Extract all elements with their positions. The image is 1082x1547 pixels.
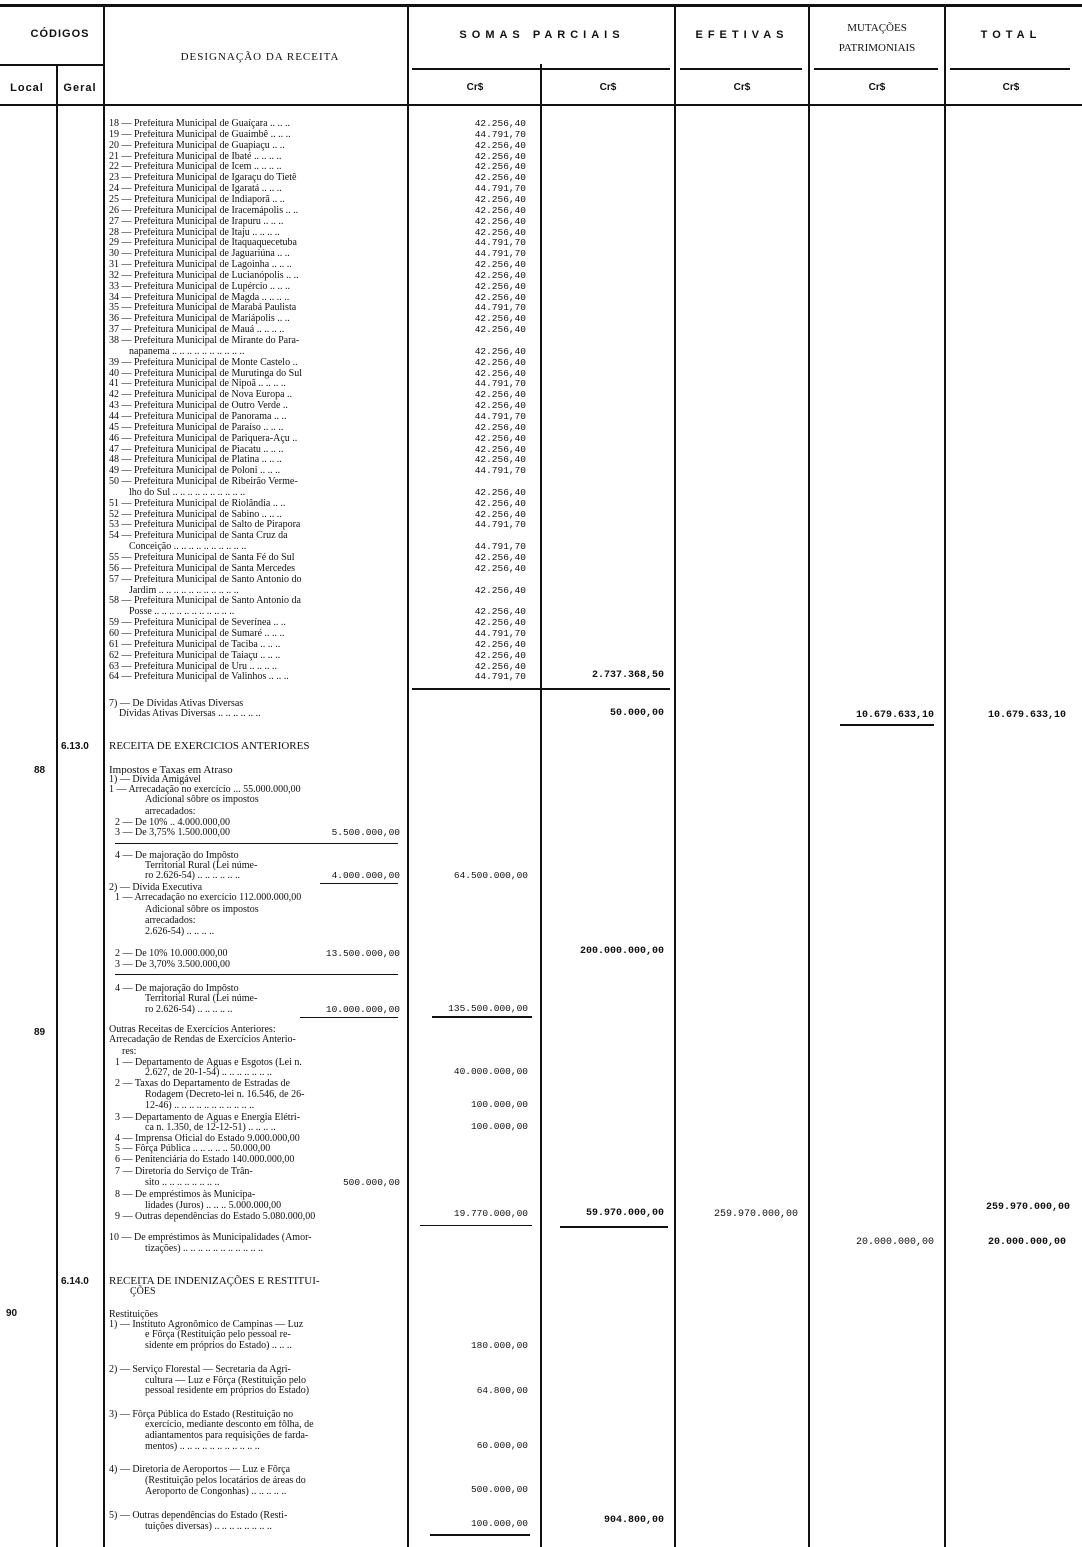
outras-rule-parcial <box>560 1226 668 1228</box>
sec613-local: 88 <box>34 765 46 776</box>
outras-i10b: tizações) .. .. .. .. .. .. .. .. .. .. .. <box>145 1244 264 1254</box>
currency-somas-2: Cr$ <box>599 82 617 93</box>
prefeitura-row-label: 36 — Prefeitura Municipal de Mariápolis .. .. <box>109 314 290 325</box>
sec614-rest: Restituições <box>109 1310 158 1320</box>
prefeitura-row-value: 42.256,40 <box>474 161 526 173</box>
prefeitura-row-label: 20 — Prefeitura Municipal de Guapiaçu .. .. <box>109 140 285 151</box>
outras-l3: res: <box>122 1047 137 1057</box>
sec613-exec1: 1 — Arrecadação no exercício 112.000.000,00 <box>115 893 302 903</box>
prefeitura-row-value: 42.256,40 <box>474 226 526 238</box>
prefeitura-row-value: 44.791,70 <box>474 248 526 260</box>
prefeitura-row-label: 63 — Prefeitura Municipal de Uru .. .. .. .. <box>109 661 278 672</box>
prefeitura-row-value: 42.256,40 <box>474 454 526 466</box>
prefeitura-row-label: 40 — Prefeitura Municipal de Murutinga do Sul <box>109 368 303 379</box>
sec614-r1b: e Fôrça (Restituição pelo pessoal re- <box>145 1330 291 1340</box>
header-mutacoes: MUTAÇÕES PATRIMONIAIS <box>838 22 916 54</box>
header-total: TOTAL <box>980 29 1042 41</box>
header-geral: Geral <box>63 82 97 94</box>
prefeitura-row-label: 48 — Prefeitura Municipal de Platina .. .. .. <box>109 455 282 466</box>
prefeitura-row-value: 42.256,40 <box>474 432 526 444</box>
dividas-valor: 50.000,00 <box>609 708 664 719</box>
prefeitura-row-value: 42.256,40 <box>474 443 526 455</box>
prefeitura-row-value: 44.791,70 <box>474 302 526 314</box>
sec614-r4v: 500.000,00 <box>470 1484 528 1495</box>
sec614-r4a: 4) — Diretoria de Aeroportos — Luz e Fôrça <box>109 1465 291 1475</box>
sec613-exadic3: 2.626-54) .. .. .. .. <box>145 927 215 937</box>
prefeitura-row-label: 37 — Prefeitura Municipal de Mauá .. .. .. .. <box>109 325 285 336</box>
prefeitura-row-label: 57 — Prefeitura Municipal de Santo Antonio do <box>109 574 302 585</box>
prefeitura-row-label: 26 — Prefeitura Municipal de Iracemápolis .. .. <box>109 205 299 216</box>
prefeitura-row-label: 22 — Prefeitura Municipal de Icem .. .. .. .. <box>109 162 282 173</box>
outras-i10a: 10 — De empréstimos às Municipalidades (Amor- <box>109 1233 312 1243</box>
outras-i2v: 100.000,00 <box>470 1099 528 1110</box>
sec613-emaj3v: 10.000.000,00 <box>325 1004 400 1015</box>
outras-i6: 6 — Penitenciária do Estado 140.000.000,00 <box>115 1155 295 1165</box>
sec614-r1a: 1) — Instituto Agronômico de Campinas — Luz <box>109 1320 304 1330</box>
sec614-r5v: 100.000,00 <box>470 1518 528 1529</box>
prefeitura-row-label: 46 — Prefeitura Municipal de Pariquera-Açu .. <box>109 433 298 444</box>
outras-somas: 19.770.000,00 <box>453 1208 528 1219</box>
outras-i7a: 7 — Diretoria do Serviço de Trân- <box>115 1167 253 1177</box>
sec613-exadic1: Adicional sôbre os impostos <box>145 905 259 915</box>
prefeitura-row-label: 45 — Prefeitura Municipal de Paraíso .. .. .. <box>109 422 284 433</box>
sec613-amig-total: 64.500.000,00 <box>453 870 528 881</box>
header-designacao: DESIGNAÇÃO DA RECEITA <box>180 51 340 63</box>
sec614-r5a: 5) — Outras dependências do Estado (Resti- <box>109 1511 288 1521</box>
col-divider-somas <box>407 6 409 1547</box>
dividas-mutacoes-rule <box>840 724 934 726</box>
dividas-line-1: 7) — De Dívidas Ativas Diversas <box>109 699 244 709</box>
prefeitura-row-label: 27 — Prefeitura Municipal de Irapuru .. .. .. <box>109 216 284 227</box>
sec613-secTotal: 200.000.000,00 <box>579 946 664 957</box>
col-divider-codigos <box>56 64 58 1547</box>
sec614-r3v: 60.000,00 <box>476 1440 528 1451</box>
prefeitura-row-value: 42.256,40 <box>474 280 526 292</box>
sec613-maj3v: 4.000.000,00 <box>331 870 400 881</box>
header-rule-mutacoes <box>814 68 938 70</box>
sec613-exadic2: arrecadados: <box>145 916 196 926</box>
outras-i2a: 2 — Taxas do Departamento de Estradas de <box>115 1079 290 1089</box>
sec614-r2c: pessoal residente em próprios do Estado) <box>145 1386 310 1396</box>
prefeitura-row-value: 42.256,40 <box>474 356 526 368</box>
sec613-amig2: 2 — De 10% .. 4.000.000,00 <box>115 818 230 828</box>
outras-i10mut: 20.000.000,00 <box>855 1237 934 1248</box>
header-local: Local <box>10 82 44 94</box>
outras-l2: Arrecadação de Rendas de Exercícios Anterio- <box>109 1035 296 1045</box>
sec613-maj3: ro 2.626-54) .. .. .. .. .. .. <box>145 871 240 881</box>
sec613-amig1: 1 — Arrecadação no exercício ... 55.000.000,00 <box>109 785 301 795</box>
prefeitura-row-value: 44.791,70 <box>474 519 526 531</box>
prefeitura-row-label: 50 — Prefeitura Municipal de Ribeirão Verme- <box>109 477 298 488</box>
prefeitura-row-value: 42.256,40 <box>474 660 526 672</box>
outras-i3b: ca n. 1.350, de 12-12-51) .. .. .. .. <box>145 1123 276 1133</box>
prefeitura-row-label: 24 — Prefeitura Municipal de Igaratá .. .. .. <box>109 184 282 195</box>
outras-i7v: 500.000,00 <box>342 1177 400 1188</box>
sec613-maj2: Territorial Rural (Lei núme- <box>145 861 258 871</box>
prefeitura-row-value: 42.256,40 <box>474 367 526 379</box>
prefeitura-row-value: 42.256,40 <box>474 259 526 271</box>
sec613-impostos: Impostos e Taxas em Atraso <box>109 765 233 775</box>
prefeitura-row-value: 42.256,40 <box>474 562 526 574</box>
sec613-title: RECEITA DE EXERCICIOS ANTERIORES <box>109 740 310 752</box>
prefeitura-row-value: 42.256,40 <box>474 139 526 151</box>
sec613-emaj1: 4 — De majoração do Impôsto <box>115 984 239 994</box>
prefeitura-row-label: 30 — Prefeitura Municipal de Jaguariúna .. .. <box>109 249 290 260</box>
prefeitura-row-value: 42.256,40 <box>474 421 526 433</box>
sec614-rule <box>430 1534 530 1536</box>
outras-i1a: 1 — Departamento de Águas e Esgotos (Lei n. <box>115 1058 302 1068</box>
currency-efetivas: Cr$ <box>733 82 751 93</box>
header-rule-somas <box>412 68 670 70</box>
sec614-r1v: 180.000,00 <box>470 1340 528 1351</box>
prefeitura-row-value: 42.256,40 <box>474 638 526 650</box>
dividas-line-2: Dívidas Ativas Diversas .. .. .. .. .. .. <box>109 709 261 719</box>
prefeitura-row-value: 42.256,40 <box>474 269 526 281</box>
prefeitura-row-value: 42.256,40 <box>474 552 526 563</box>
prefeitura-row-value: 42.256,40 <box>474 497 526 509</box>
prefeitura-row-label: 25 — Prefeitura Municipal de Indiaporã .. .. <box>109 194 285 205</box>
prefeitura-row-value: 42.256,40 <box>474 313 526 325</box>
prefeitura-row-value: 42.256,40 <box>474 617 526 629</box>
prefeitura-row-value: 44.791,70 <box>474 541 526 553</box>
prefeitura-row-label: lho do Sul .. .. .. .. .. .. .. .. .. .. <box>109 487 246 498</box>
sec614-r3b: exercício, mediante desconto em fôlha, de <box>145 1420 314 1430</box>
prefeitura-row-value: 42.256,40 <box>474 215 526 227</box>
prefeitura-row-label: 54 — Prefeitura Municipal de Santa Cruz da <box>109 531 288 542</box>
outras-i7b: sito .. .. .. .. .. .. .. .. <box>145 1178 220 1188</box>
outras-rule-somas <box>420 1225 532 1226</box>
prefeituras-total: 2.737.368,50 <box>591 670 664 681</box>
outras-i5: 5 — Fôrça Pública .. .. .. .. .. 50.000,00 <box>115 1144 271 1154</box>
prefeitura-row-label: 38 — Prefeitura Municipal de Mirante do Para- <box>109 336 300 346</box>
sec613-exec3: 3 — De 3,70% 3.500.000,00 <box>115 960 230 970</box>
sec613-exec-rule <box>115 974 398 975</box>
prefeitura-row-label: 35 — Prefeitura Municipal de Marabá Paulista <box>109 303 297 314</box>
outras-i8a: 8 — De empréstimos às Municipa- <box>115 1190 256 1200</box>
currency-mutacoes: Cr$ <box>868 82 886 93</box>
prefeitura-row-label: 49 — Prefeitura Municipal de Poloni .. .. .. <box>109 466 281 477</box>
prefeitura-row-value: 42.256,40 <box>474 400 526 412</box>
sec614-r4b: (Restituição pelos locatários de áreas do <box>145 1476 306 1486</box>
sec613-exec2: 2 — De 10% 10.000.000,00 <box>115 949 228 959</box>
prefeitura-row-value: 44.791,70 <box>474 237 526 249</box>
prefeitura-row-value: 42.256,40 <box>474 606 526 618</box>
prefeitura-row-label: 41 — Prefeitura Municipal de Nipoã .. .. .. .. <box>109 379 286 390</box>
prefeitura-row-label: 53 — Prefeitura Municipal de Salto de Pirapora <box>109 520 301 531</box>
prefeitura-row-label: 64 — Prefeitura Municipal de Valinhos .. .. .. <box>109 672 289 683</box>
top-rule <box>0 4 1082 7</box>
outras-local: 89 <box>34 1027 46 1038</box>
prefeitura-row-label: 31 — Prefeitura Municipal de Lagoinha .. .. .. <box>109 260 292 271</box>
prefeitura-row-label: 52 — Prefeitura Municipal de Sabino .. .. .. <box>109 509 282 520</box>
prefeitura-row-label: napanema .. .. .. .. .. .. .. .. .. .. <box>109 346 245 357</box>
col-divider-mutacoes <box>808 6 810 1547</box>
sec614-r1c: sidente em próprios do Estado) .. .. .. <box>145 1341 292 1351</box>
sec613-emaj3: ro 2.626-54) .. .. .. .. .. <box>145 1005 233 1015</box>
prefeitura-row-label: 29 — Prefeitura Municipal de Itaquaquecetuba <box>109 238 297 249</box>
prefeitura-row-value: 44.791,70 <box>474 128 526 140</box>
prefeitura-row-label: 62 — Prefeitura Municipal de Taiaçu .. .. .. <box>109 650 281 661</box>
prefeitura-row-label: 21 — Prefeitura Municipal de Ibaté .. .. .. .. <box>109 151 282 162</box>
prefeitura-row-label: 34 — Prefeitura Municipal de Magda .. .. .. .. <box>109 292 290 303</box>
outras-i1v: 40.000.000,00 <box>453 1066 528 1077</box>
sec614-r2v: 64.800,00 <box>476 1385 528 1396</box>
sec613-total-rule <box>432 1016 532 1018</box>
prefeitura-row-value: 42.256,40 <box>474 150 526 162</box>
prefeitura-row-label: 33 — Prefeitura Municipal de Lupércio .. .. .. <box>109 281 291 292</box>
outras-i9: 9 — Outras dependências do Estado 5.080.000,00 <box>115 1212 316 1222</box>
outras-i2b: Rodagem (Decreto-lei n. 16.546, de 26- <box>145 1090 305 1100</box>
prefeitura-row-label: 18 — Prefeitura Municipal de Guaíçara .. .. .. <box>109 119 291 129</box>
prefeitura-row-label: 43 — Prefeitura Municipal de Outro Verde .. <box>109 401 288 412</box>
prefeitura-row-label: 39 — Prefeitura Municipal de Monte Castelo .. <box>109 357 298 368</box>
outras-i2c: 12-46) .. .. .. .. .. .. .. .. .. .. .. <box>145 1101 255 1111</box>
prefeitura-row-value: 44.791,70 <box>474 378 526 390</box>
header-rule-1 <box>0 64 103 66</box>
prefeitura-row-label: Jardim .. .. .. .. .. .. .. .. .. .. .. <box>109 585 239 596</box>
prefeitura-row-label: 51 — Prefeitura Municipal de Riolândia .. .. <box>109 498 286 509</box>
prefeitura-row-value: 42.256,40 <box>474 345 526 357</box>
prefeitura-row-value: 42.256,40 <box>474 172 526 184</box>
header-efetivas: EFETIVAS <box>695 29 789 41</box>
prefeitura-row-label: 19 — Prefeitura Municipal de Guaimbê .. .. .. <box>109 129 291 140</box>
outras-i1b: 2.627, de 20-1-54) .. .. .. .. .. .. .. <box>145 1068 272 1078</box>
prefeituras-rule <box>412 688 670 690</box>
header-rule-total <box>950 68 1070 70</box>
sec613-adic1: Adicional sôbre os impostos <box>145 795 259 805</box>
sec613-adic2: arrecadados: <box>145 807 196 817</box>
sec613-emaj-rule <box>300 1017 398 1018</box>
sec613-exec2v: 13.500.000,00 <box>325 948 400 959</box>
sec614-title1: RECEITA DE INDENIZAÇÕES E RESTITUI- <box>109 1275 320 1287</box>
sec614-r5b: tuições diversas) .. .. .. .. .. .. .. .. <box>145 1522 272 1532</box>
prefeitura-row-value: 42.256,40 <box>474 584 526 596</box>
sec613-amig3v: 5.500.000,00 <box>331 827 400 838</box>
prefeitura-row-label: 42 — Prefeitura Municipal de Nova Europa .. <box>109 390 293 401</box>
currency-somas-1: Cr$ <box>466 82 484 93</box>
prefeitura-row-value: 42.256,40 <box>474 649 526 661</box>
currency-total: Cr$ <box>1002 82 1020 93</box>
col-divider-designacao <box>103 6 105 1547</box>
prefeitura-row-value: 42.256,40 <box>474 204 526 216</box>
header-codigos: CÓDIGOS <box>30 28 90 40</box>
sec614-geral: 6.14.0 <box>61 1276 89 1287</box>
sec613-exec-total: 135.500.000,00 <box>448 1003 528 1014</box>
sec613-amig3: 3 — De 3,75% 1.500.000,00 <box>115 828 230 838</box>
outras-efetivas: 259.970.000,00 <box>713 1209 798 1220</box>
sec614-r3a: 3) — Fôrça Pública do Estado (Restituição no <box>109 1410 294 1420</box>
prefeitura-row-label: 61 — Prefeitura Municipal de Taciba .. .. .. <box>109 639 281 650</box>
outras-i8b: lidades (Juros) .. .. .. 5.000.000,00 <box>145 1201 282 1211</box>
prefeitura-row-label: 47 — Prefeitura Municipal de Piacatu .. .. .. <box>109 444 284 455</box>
outras-total: 259.970.000,00 <box>985 1202 1070 1213</box>
outras-i10tot: 20.000.000,00 <box>987 1237 1066 1248</box>
outras-i4: 4 — Imprensa Oficial do Estado 9.000.000,00 <box>115 1134 300 1144</box>
sec614-local: 90 <box>6 1308 18 1319</box>
sec613-maj1: 4 — De majoração do Impôsto <box>115 851 239 861</box>
prefeitura-row-value: 44.791,70 <box>474 627 526 639</box>
prefeitura-row-value: 42.256,40 <box>474 508 526 520</box>
sec613-emaj2: Territorial Rural (Lei núme- <box>145 994 258 1004</box>
outras-l1: Outras Receitas de Exercícios Anteriores: <box>109 1025 276 1035</box>
sec613-amig-rule <box>115 843 398 844</box>
prefeitura-row-value: 42.256,40 <box>474 118 526 129</box>
prefeitura-row-value: 42.256,40 <box>474 193 526 205</box>
header-somas-parciais: SOMAS PARCIAIS <box>459 29 625 41</box>
prefeitura-row-label: Posse .. .. .. .. .. .. .. .. .. .. .. <box>109 607 235 618</box>
prefeitura-row-label: 59 — Prefeitura Municipal de Severínea .. .. <box>109 618 286 629</box>
sec614-r3c: adiantamentos para requisições de farda- <box>145 1431 309 1441</box>
col-divider-somas-inner <box>540 64 542 1547</box>
prefeitura-row-label: 32 — Prefeitura Municipal de Lucianópolis .. .. <box>109 270 299 281</box>
prefeitura-row-value: 42.256,40 <box>474 389 526 401</box>
dividas-total: 10.679.633,10 <box>987 710 1066 721</box>
prefeitura-row-value: 42.256,40 <box>474 291 526 303</box>
prefeitura-row-value: 44.791,70 <box>474 183 526 195</box>
sec614-r2a: 2) — Serviço Florestal — Secretaria da Agri- <box>109 1365 291 1375</box>
prefeitura-row-value: 44.791,70 <box>474 671 526 683</box>
dividas-mutacoes: 10.679.633,10 <box>855 710 934 721</box>
prefeitura-row-label: Conceição .. .. .. .. .. .. .. .. .. .. <box>109 542 247 553</box>
header-rule-2 <box>0 104 1082 106</box>
sec613-exec: 2) — Dívida Executiva <box>109 883 203 893</box>
outras-parcial: 59.970.000,00 <box>585 1208 664 1219</box>
sec614-r2b: cultura — Luz e Fôrça (Restituição pelo <box>145 1376 307 1386</box>
prefeitura-row-label: 60 — Prefeitura Municipal de Sumaré .. .. .. <box>109 628 285 639</box>
prefeitura-row-label: 28 — Prefeitura Municipal de Itaju .. .. .. .. <box>109 227 280 238</box>
sec614-title2: ÇÕES <box>130 1286 156 1297</box>
prefeitura-row-label: 58 — Prefeitura Municipal de Santo Antonio da <box>109 596 301 607</box>
prefeitura-row-value: 44.791,70 <box>474 465 526 477</box>
sec614-r3d: mentos) .. .. .. .. .. .. .. .. .. .. .. <box>145 1442 260 1452</box>
sec614-parcial: 904.800,00 <box>603 1515 664 1526</box>
sec613-geral: 6.13.0 <box>61 741 89 752</box>
prefeitura-row-label: 23 — Prefeitura Municipal de Igaraçu do Tietê <box>109 173 297 184</box>
sec613-amig: 1) — Dívida Amigável <box>109 775 201 785</box>
prefeitura-row-value: 44.791,70 <box>474 410 526 422</box>
outras-i3a: 3 — Departamento de Águas e Energia Elétri- <box>115 1113 301 1123</box>
prefeitura-row-label: 55 — Prefeitura Municipal de Santa Fé do Sul <box>109 553 295 563</box>
prefeitura-row-label: 44 — Prefeitura Municipal de Panorama .. .. <box>109 411 287 422</box>
prefeitura-row-label: 56 — Prefeitura Municipal de Santa Mercedes <box>109 563 296 574</box>
outras-i3v: 100.000,00 <box>470 1121 528 1132</box>
col-divider-total <box>944 6 946 1547</box>
prefeitura-row-value: 42.256,40 <box>474 486 526 498</box>
col-divider-efetivas <box>674 6 676 1547</box>
sec614-r4c: Aeroporto de Congonhas) .. .. .. .. .. <box>145 1487 287 1497</box>
prefeitura-row-value: 42.256,40 <box>474 324 526 336</box>
header-rule-efetivas <box>680 68 802 70</box>
